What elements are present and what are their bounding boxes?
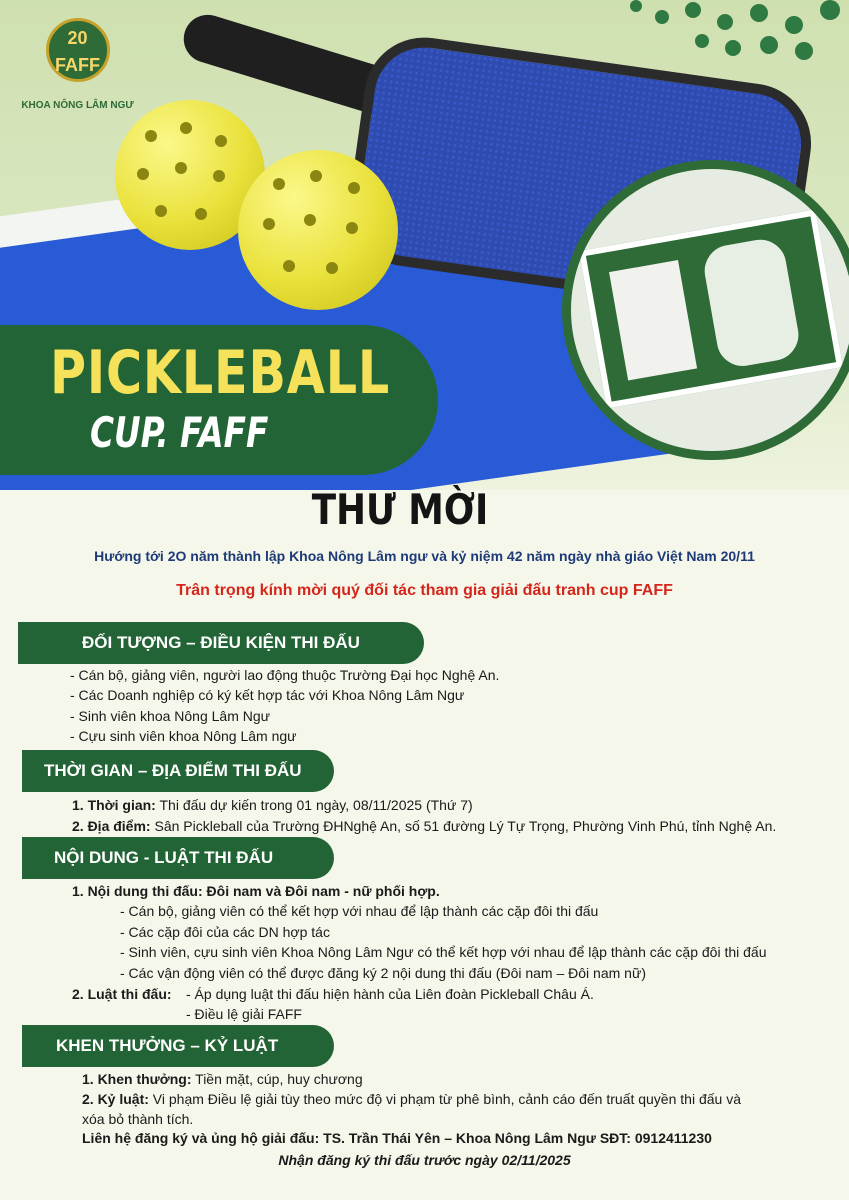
- reward-label: 1. Khen thưởng:: [82, 1071, 192, 1087]
- registration-deadline: Nhận đăng ký thi đấu trước ngày 02/11/2025: [278, 1152, 571, 1168]
- rules-item: - Áp dụng luật thi đấu hiện hành của Liên đoàn Pickleball Châu Á.: [186, 986, 594, 1002]
- discipline-line: [82, 1089, 741, 1109]
- content-sub-item: - Các cặp đôi của các DN hợp tác: [120, 924, 330, 940]
- content-sub-item: - Các vận động viên có thể được đăng ký 2 nội dung thi đấu (Đôi nam – Đôi nam nữ): [120, 965, 646, 981]
- eligibility-item: - Cán bộ, giảng viên, người lao động thuộc Trường Đại học Nghệ An.: [70, 667, 500, 683]
- discipline-line-2: xóa bỏ thành tích.: [82, 1111, 194, 1127]
- section-heading-eligibility: ĐỐI TƯỢNG – ĐIỀU KIỆN THI ĐẤU: [18, 622, 424, 664]
- time-value: Thi đấu dự kiến trong 01 ngày, 08/11/2025 (Thứ 7): [155, 797, 473, 813]
- logo-badge: [46, 18, 110, 82]
- logo-label: KHOA NÔNG LÂM NGƯ: [21, 100, 134, 111]
- towel: [609, 260, 697, 380]
- eligibility-item: - Sinh viên khoa Nông Lâm Ngư: [70, 708, 271, 724]
- content-sub-item: - Cán bộ, giảng viên có thể kết hợp với nhau để lập thành các cặp đôi thi đấu: [120, 903, 599, 919]
- box-paddle: [696, 231, 807, 375]
- section-heading-time-place: THỜI GIAN – ĐỊA ĐIỂM THI ĐẤU: [22, 750, 334, 792]
- time-line: [72, 795, 473, 815]
- place-line: [72, 816, 776, 836]
- eligibility-item: - Các Doanh nghiệp có ký kết hợp tác với Khoa Nông Lâm Ngư: [70, 687, 465, 703]
- gift-box: [579, 209, 843, 408]
- invitation-heading: THƯ MỜI: [311, 485, 489, 534]
- logo-abbr: FAFF: [55, 55, 100, 75]
- event-title: PICKLEBALL: [50, 338, 391, 408]
- rules-label: 2. Luật thi đấu:: [72, 986, 172, 1002]
- time-label: 1. Thời gian:: [72, 797, 156, 813]
- event-subtitle: CUP. FAFF: [90, 408, 269, 457]
- faff-logo: [10, 10, 145, 120]
- reward-value: Tiền mặt, cúp, huy chương: [191, 1071, 363, 1087]
- gift-box-photo: [562, 160, 849, 460]
- decorative-dots: [625, 0, 849, 60]
- place-label: 2. Địa điểm:: [72, 818, 151, 834]
- hero-banner: [0, 0, 849, 490]
- rules-item: - Điều lệ giải FAFF: [186, 1006, 302, 1022]
- eligibility-item: - Cựu sinh viên khoa Nông Lâm ngư: [70, 728, 297, 744]
- logo-number: 20: [67, 28, 88, 48]
- section-heading-rewards: KHEN THƯỞNG – KỶ LUẬT: [22, 1025, 334, 1067]
- content-item-1: 1. Nội dung thi đấu: Đôi nam và Đôi nam - nữ phối hợp.: [72, 883, 440, 899]
- reward-line: [82, 1069, 363, 1089]
- place-value: Sân Pickleball của Trường ĐHNghệ An, số 51 đường Lý Tự Trọng, Phường Vinh Phú, tỉnh Nghệ An.: [150, 818, 777, 834]
- invitation-line: Trân trọng kính mời quý đối tác tham gia giải đấu tranh cup FAFF: [176, 582, 673, 599]
- contact-info: Liên hệ đăng ký và ủng hộ giải đấu: TS. Trần Thái Yên – Khoa Nông Lâm Ngư SĐT: 0912411230: [82, 1130, 712, 1146]
- section-heading-content: NỘI DUNG - LUẬT THI ĐẤU: [22, 837, 334, 879]
- pickleball-ball-right: [238, 150, 398, 310]
- content-sub-item: - Sinh viên, cựu sinh viên Khoa Nông Lâm Ngư có thể kết hợp với nhau để lập thành các cặp đôi thi đấu: [120, 944, 767, 960]
- discipline-value: Vi phạm Điều lệ giải tùy theo mức độ vi phạm từ phê bình, cảnh cáo đến truất quyền thi đấu và: [148, 1091, 741, 1107]
- intro-text: Hướng tới 2O năm thành lập Khoa Nông Lâm ngư và kỷ niệm 42 năm ngày nhà giáo Việt Nam 20/11: [94, 548, 755, 564]
- discipline-label: 2. Kỷ luật:: [82, 1091, 149, 1107]
